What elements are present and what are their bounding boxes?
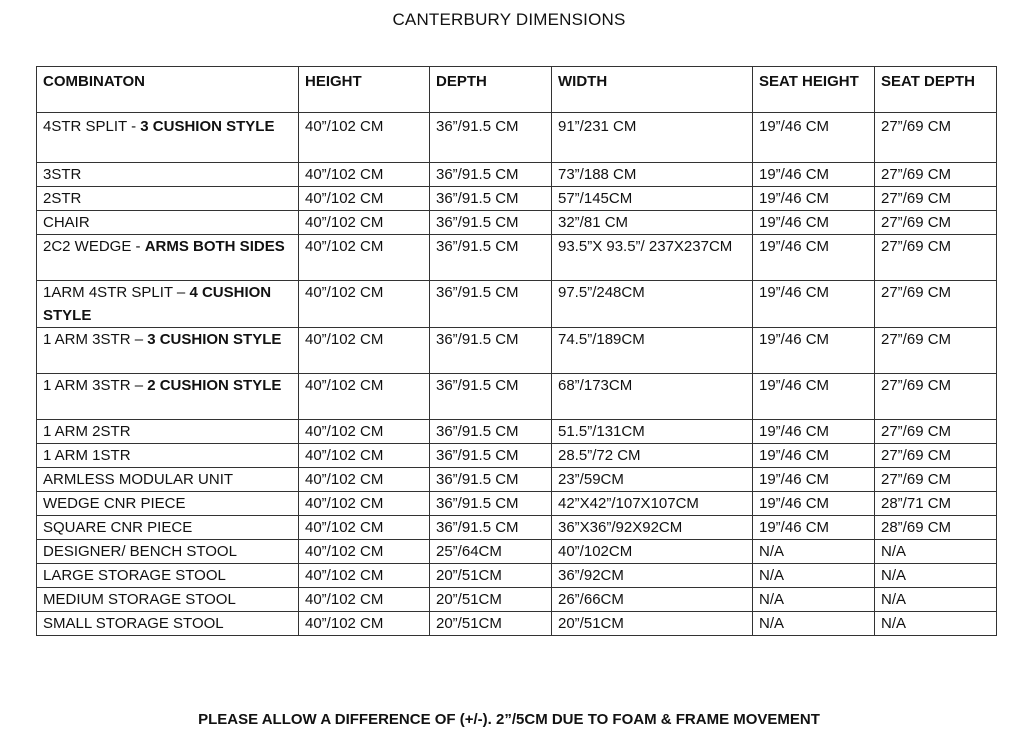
combination-name: 1ARM 4STR SPLIT –: [43, 284, 190, 301]
cell-seat-depth: 27”/69 CM: [875, 163, 997, 187]
cell-depth: 36”/91.5 CM: [430, 235, 552, 281]
header-height: HEIGHT: [299, 67, 430, 113]
combination-name: 2STR: [43, 190, 82, 207]
combination-name: 2C2 WEDGE -: [43, 238, 145, 255]
cell-height: 40”/102 CM: [299, 564, 430, 588]
cell-depth: 36”/91.5 CM: [430, 281, 552, 328]
cell-seat-depth: 28”/69 CM: [875, 516, 997, 540]
combination-style: 4 CUSHION STYLE: [43, 284, 272, 324]
cell-seat-height: 19”/46 CM: [753, 374, 875, 420]
cell-depth: 36”/91.5 CM: [430, 492, 552, 516]
cell-width: 23”/59CM: [552, 468, 753, 492]
cell-seat-depth: 27”/69 CM: [875, 281, 997, 328]
cell-combination: [37, 187, 299, 211]
table-row: [37, 540, 997, 564]
cell-depth: 20”/51CM: [430, 612, 552, 636]
combination-name: CHAIR: [43, 214, 90, 231]
combination-name: 1 ARM 1STR: [43, 447, 131, 464]
combination-name: DESIGNER/ BENCH STOOL: [43, 543, 237, 560]
cell-width: 73”/188 CM: [552, 163, 753, 187]
table-row: [37, 444, 997, 468]
combination-style: 3 CUSHION STYLE: [147, 331, 282, 348]
cell-height: 40”/102 CM: [299, 468, 430, 492]
cell-height: 40”/102 CM: [299, 211, 430, 235]
table-row: [37, 420, 997, 444]
cell-height: 40”/102 CM: [299, 612, 430, 636]
combination-style: 2 CUSHION STYLE: [147, 377, 282, 394]
cell-combination: [37, 612, 299, 636]
cell-width: 20”/51CM: [552, 612, 753, 636]
cell-seat-depth: 27”/69 CM: [875, 328, 997, 374]
table-row: [37, 468, 997, 492]
cell-seat-height: 19”/46 CM: [753, 492, 875, 516]
cell-combination: [37, 113, 299, 163]
cell-width: 57”/145CM: [552, 187, 753, 211]
combination-style: 3 CUSHION STYLE: [140, 118, 275, 135]
table-row: [37, 211, 997, 235]
cell-depth: 36”/91.5 CM: [430, 187, 552, 211]
table-row: [37, 187, 997, 211]
cell-depth: 25”/64CM: [430, 540, 552, 564]
header-combination: COMBINATON: [37, 67, 299, 113]
cell-combination: [37, 374, 299, 420]
header-seat-height: SEAT HEIGHT: [753, 67, 875, 113]
cell-seat-depth: N/A: [875, 588, 997, 612]
combination-name: ARMLESS MODULAR UNIT: [43, 471, 234, 488]
cell-width: 91”/231 CM: [552, 113, 753, 163]
cell-seat-depth: N/A: [875, 612, 997, 636]
combination-name: 1 ARM 3STR –: [43, 331, 148, 348]
cell-width: 40”/102CM: [552, 540, 753, 564]
cell-height: 40”/102 CM: [299, 235, 430, 281]
table-row: [37, 612, 997, 636]
cell-depth: 20”/51CM: [430, 564, 552, 588]
table-row: [37, 588, 997, 612]
header-width: WIDTH: [552, 67, 753, 113]
cell-width: 42”X42”/107X107CM: [552, 492, 753, 516]
combination-name: SQUARE CNR PIECE: [43, 519, 193, 536]
cell-width: 97.5”/248CM: [552, 281, 753, 328]
cell-seat-height: 19”/46 CM: [753, 235, 875, 281]
cell-seat-height: N/A: [753, 540, 875, 564]
combination-name: 4STR SPLIT -: [43, 118, 141, 135]
cell-seat-depth: 27”/69 CM: [875, 187, 997, 211]
cell-seat-depth: 27”/69 CM: [875, 420, 997, 444]
table-row: [37, 328, 997, 374]
cell-height: 40”/102 CM: [299, 374, 430, 420]
table-row: [37, 564, 997, 588]
cell-depth: 36”/91.5 CM: [430, 113, 552, 163]
cell-depth: 20”/51CM: [430, 588, 552, 612]
cell-height: 40”/102 CM: [299, 163, 430, 187]
cell-depth: 36”/91.5 CM: [430, 163, 552, 187]
table-header-row: [37, 67, 997, 113]
cell-height: 40”/102 CM: [299, 492, 430, 516]
cell-depth: 36”/91.5 CM: [430, 420, 552, 444]
cell-seat-depth: 27”/69 CM: [875, 113, 997, 163]
dimensions-table: [36, 66, 997, 636]
cell-seat-height: 19”/46 CM: [753, 281, 875, 328]
cell-height: 40”/102 CM: [299, 540, 430, 564]
cell-seat-depth: 27”/69 CM: [875, 468, 997, 492]
cell-depth: 36”/91.5 CM: [430, 468, 552, 492]
combination-name: MEDIUM STORAGE STOOL: [43, 591, 236, 608]
cell-depth: 36”/91.5 CM: [430, 444, 552, 468]
combination-name: WEDGE CNR PIECE: [43, 495, 186, 512]
cell-depth: 36”/91.5 CM: [430, 516, 552, 540]
cell-seat-height: N/A: [753, 612, 875, 636]
cell-width: 51.5”/131CM: [552, 420, 753, 444]
cell-combination: [37, 468, 299, 492]
combination-name: LARGE STORAGE STOOL: [43, 567, 226, 584]
cell-combination: [37, 163, 299, 187]
cell-seat-depth: N/A: [875, 564, 997, 588]
table-row: [37, 113, 997, 163]
cell-seat-depth: 27”/69 CM: [875, 444, 997, 468]
cell-width: 68”/173CM: [552, 374, 753, 420]
cell-width: 28.5”/72 CM: [552, 444, 753, 468]
cell-width: 36”X36”/92X92CM: [552, 516, 753, 540]
cell-seat-height: 19”/46 CM: [753, 468, 875, 492]
cell-seat-height: 19”/46 CM: [753, 444, 875, 468]
cell-height: 40”/102 CM: [299, 328, 430, 374]
cell-depth: 36”/91.5 CM: [430, 328, 552, 374]
cell-seat-height: N/A: [753, 588, 875, 612]
cell-depth: 36”/91.5 CM: [430, 211, 552, 235]
table-row: [37, 163, 997, 187]
cell-width: 32”/81 CM: [552, 211, 753, 235]
cell-width: 26”/66CM: [552, 588, 753, 612]
cell-height: 40”/102 CM: [299, 281, 430, 328]
cell-seat-depth: 27”/69 CM: [875, 374, 997, 420]
cell-seat-depth: N/A: [875, 540, 997, 564]
cell-seat-height: 19”/46 CM: [753, 187, 875, 211]
cell-height: 40”/102 CM: [299, 444, 430, 468]
cell-height: 40”/102 CM: [299, 113, 430, 163]
cell-height: 40”/102 CM: [299, 588, 430, 612]
table-row: [37, 281, 997, 328]
cell-seat-height: 19”/46 CM: [753, 113, 875, 163]
table-row: [37, 516, 997, 540]
cell-combination: [37, 420, 299, 444]
cell-height: 40”/102 CM: [299, 420, 430, 444]
cell-combination: [37, 444, 299, 468]
cell-combination: [37, 211, 299, 235]
table-row: [37, 492, 997, 516]
table-row: [37, 374, 997, 420]
cell-combination: [37, 281, 299, 328]
header-seat-depth: SEAT DEPTH: [875, 67, 997, 113]
cell-seat-height: N/A: [753, 564, 875, 588]
cell-height: 40”/102 CM: [299, 187, 430, 211]
combination-name: SMALL STORAGE STOOL: [43, 615, 224, 632]
combination-name: 1 ARM 2STR: [43, 423, 131, 440]
cell-seat-depth: 27”/69 CM: [875, 235, 997, 281]
combination-name: 1 ARM 3STR –: [43, 377, 148, 394]
cell-combination: [37, 492, 299, 516]
cell-seat-height: 19”/46 CM: [753, 328, 875, 374]
page-title: CANTERBURY DIMENSIONS: [392, 10, 626, 29]
cell-combination: [37, 564, 299, 588]
cell-seat-depth: 27”/69 CM: [875, 211, 997, 235]
cell-depth: 36”/91.5 CM: [430, 374, 552, 420]
combination-name: 3STR: [43, 166, 82, 183]
tolerance-note: PLEASE ALLOW A DIFFERENCE OF (+/-). 2”/5CM DUE TO FOAM & FRAME MOVEMENT: [198, 711, 820, 728]
cell-seat-height: 19”/46 CM: [753, 420, 875, 444]
cell-combination: [37, 540, 299, 564]
table-row: [37, 235, 997, 281]
cell-seat-height: 19”/46 CM: [753, 516, 875, 540]
cell-combination: [37, 516, 299, 540]
cell-height: 40”/102 CM: [299, 516, 430, 540]
cell-width: 93.5”X 93.5”/ 237X237CM: [552, 235, 753, 281]
cell-seat-height: 19”/46 CM: [753, 163, 875, 187]
cell-combination: [37, 235, 299, 281]
cell-seat-height: 19”/46 CM: [753, 211, 875, 235]
cell-width: 36”/92CM: [552, 564, 753, 588]
cell-seat-depth: 28”/71 CM: [875, 492, 997, 516]
cell-combination: [37, 328, 299, 374]
header-depth: DEPTH: [430, 67, 552, 113]
combination-style: ARMS BOTH SIDES: [144, 238, 285, 255]
cell-combination: [37, 588, 299, 612]
cell-width: 74.5”/189CM: [552, 328, 753, 374]
